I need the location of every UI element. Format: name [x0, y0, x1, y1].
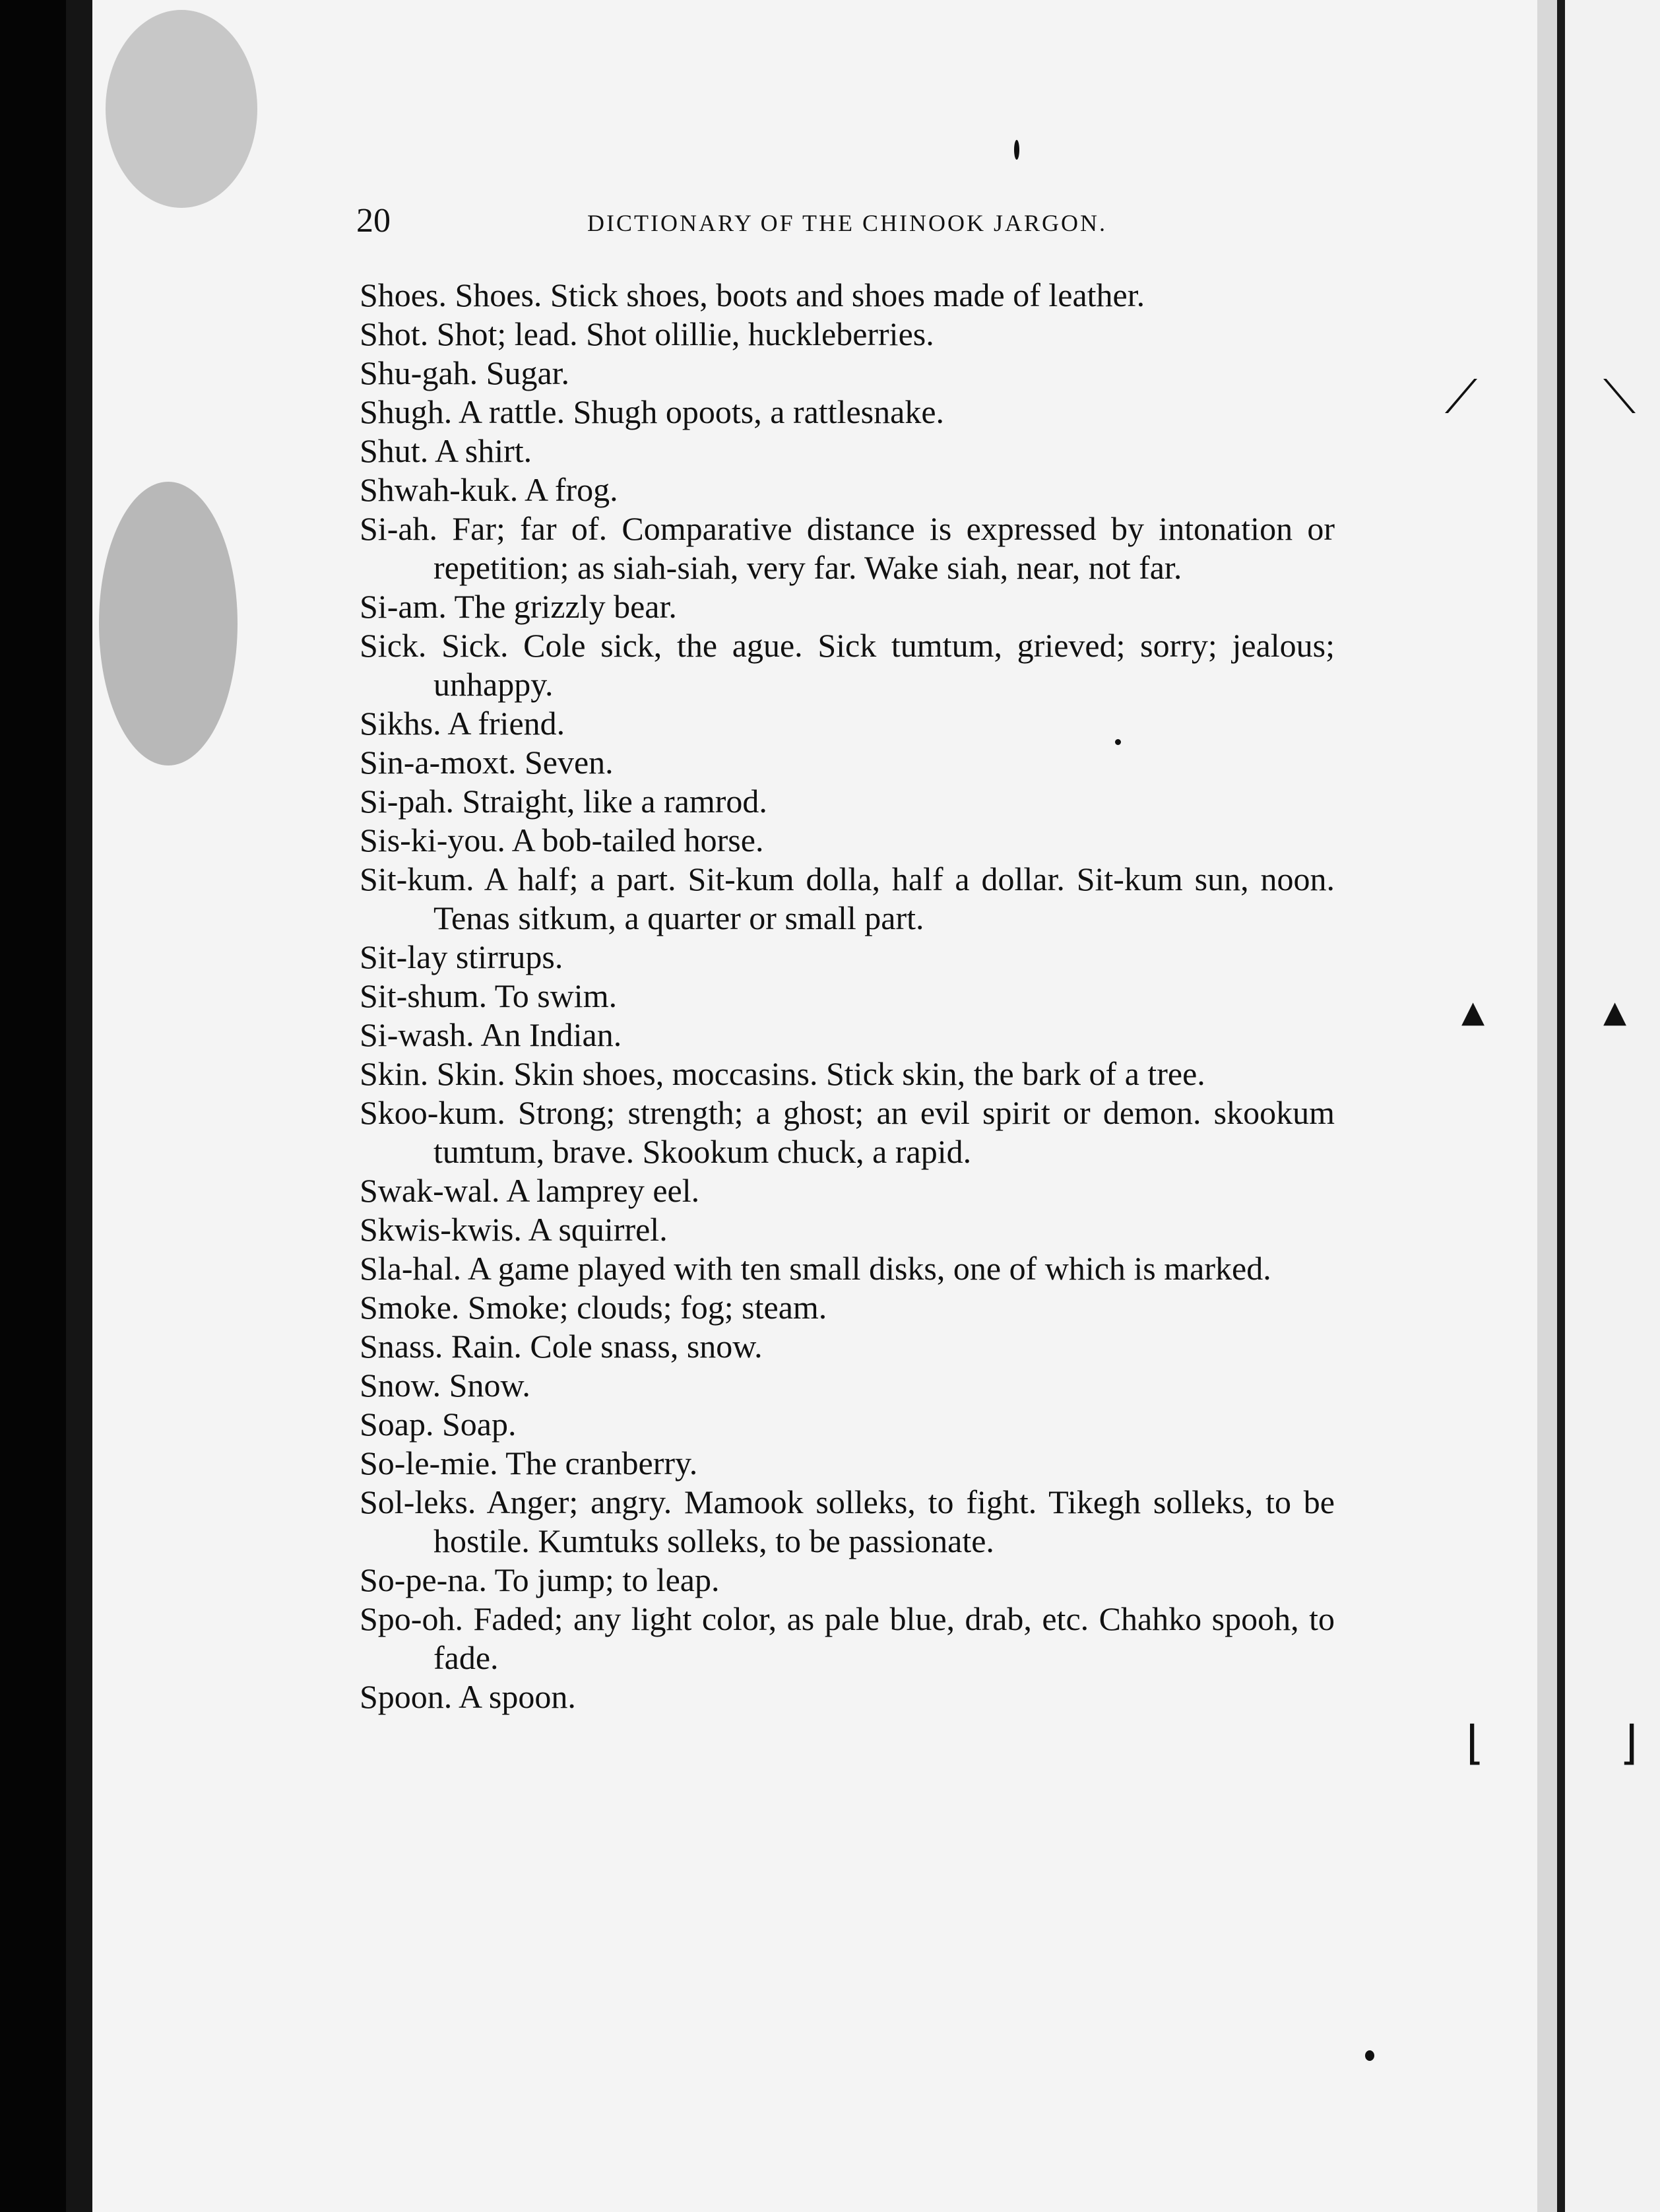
dictionary-entry: Shot. Shot; lead. Shot olillie, huckleberries.	[360, 315, 934, 352]
dictionary-entry: Sla-hal. A game played with ten small disks, one of which is marked.	[360, 1250, 1271, 1287]
fold-mark: ⌋	[1620, 1716, 1638, 1770]
dictionary-entry: Spo-oh. Faded; any light color, as pale blue, drab, etc. Chahko spooh, to fade.	[360, 1600, 1335, 1676]
dictionary-entry: Shut. A shirt.	[360, 432, 532, 469]
dictionary-entry: Skwis-kwis. A squirrel.	[360, 1211, 668, 1248]
dictionary-entry: Shoes. Shoes. Stick shoes, boots and shoes made of leather.	[360, 276, 1145, 313]
running-head: DICTIONARY OF THE CHINOOK JARGON.	[587, 210, 1108, 236]
dictionary-entry: Sick. Sick. Cole sick, the ague. Sick tumtum, grieved; sorry; jealous; unhappy.	[360, 627, 1335, 703]
dictionary-entry: Soap. Soap.	[360, 1406, 517, 1443]
dictionary-entry: Sit-lay stirrups.	[360, 938, 563, 975]
dictionary-entry: Sit-shum. To swim.	[360, 977, 618, 1014]
fold-mark: ⟍	[1603, 370, 1636, 424]
fold-mark: ▴	[1603, 983, 1627, 1037]
dictionary-entry: Si-wash. An Indian.	[360, 1016, 622, 1053]
dictionary-entry: Smoke. Smoke; clouds; fog; steam.	[360, 1289, 827, 1326]
next-page-edge	[1557, 0, 1565, 2212]
ink-speck	[1014, 140, 1019, 160]
dictionary-entry: Skoo-kum. Strong; strength; a ghost; an evil spirit or demon. skookum tumtum, brave. Skookum chuck, a rapid.	[360, 1094, 1335, 1170]
dictionary-entry: Si-pah. Straight, like a ramrod.	[360, 783, 767, 820]
dictionary-entry: Shwah-kuk. A frog.	[360, 471, 618, 508]
dictionary-entry: Sis-ki-you. A bob-tailed horse.	[360, 822, 764, 859]
dictionary-entry: Si-am. The grizzly bear.	[360, 588, 677, 625]
dictionary-entry: Sit-kum. A half; a part. Sit-kum dolla, half a dollar. Sit-kum sun, noon. Tenas sitkum, a quarter or small part.	[360, 861, 1335, 936]
dictionary-entry: Sikhs. A friend.	[360, 705, 565, 742]
dictionary-entry: Skin. Skin. Skin shoes, moccasins. Stick skin, the bark of a tree.	[360, 1055, 1205, 1092]
binding-edge	[66, 0, 92, 2212]
fold-mark: ⟋	[1445, 370, 1477, 424]
dictionary-entry: Snow. Snow.	[360, 1367, 530, 1404]
paper-stain	[106, 10, 257, 208]
book-binding	[0, 0, 73, 2212]
dictionary-entry: Shu-gah. Sugar.	[360, 354, 570, 391]
next-page	[1565, 0, 1660, 2212]
ink-speck	[1365, 2050, 1374, 2061]
dictionary-entry: So-le-mie. The cranberry.	[360, 1445, 698, 1481]
page-number: 20	[356, 202, 391, 240]
dictionary-entry: Shugh. A rattle. Shugh opoots, a rattlesnake.	[360, 393, 945, 430]
dictionary-entry: Spoon. A spoon.	[360, 1678, 576, 1715]
dictionary-entry: Sin-a-moxt. Seven.	[360, 744, 614, 781]
page-gutter	[1537, 0, 1557, 2212]
paper-stain	[99, 482, 238, 765]
dictionary-entry: Swak-wal. A lamprey eel.	[360, 1172, 700, 1209]
dictionary-entry: Snass. Rain. Cole snass, snow.	[360, 1328, 763, 1365]
dictionary-entry: Sol-leks. Anger; angry. Mamook solleks, to fight. Tikegh solleks, to be hostile. Kumtuks solleks, to be passionate.	[360, 1483, 1335, 1559]
fold-mark: ▴	[1461, 983, 1485, 1037]
dictionary-entry: So-pe-na. To jump; to leap.	[360, 1561, 720, 1598]
page-header	[356, 201, 1346, 254]
dictionary-entry: Si-ah. Far; far of. Comparative distance is expressed by intonation or repetition; as siah-siah, very far. Wake siah, near, not far.	[360, 510, 1335, 586]
dictionary-entries	[360, 276, 1335, 1716]
fold-mark: ⌊	[1466, 1716, 1484, 1770]
